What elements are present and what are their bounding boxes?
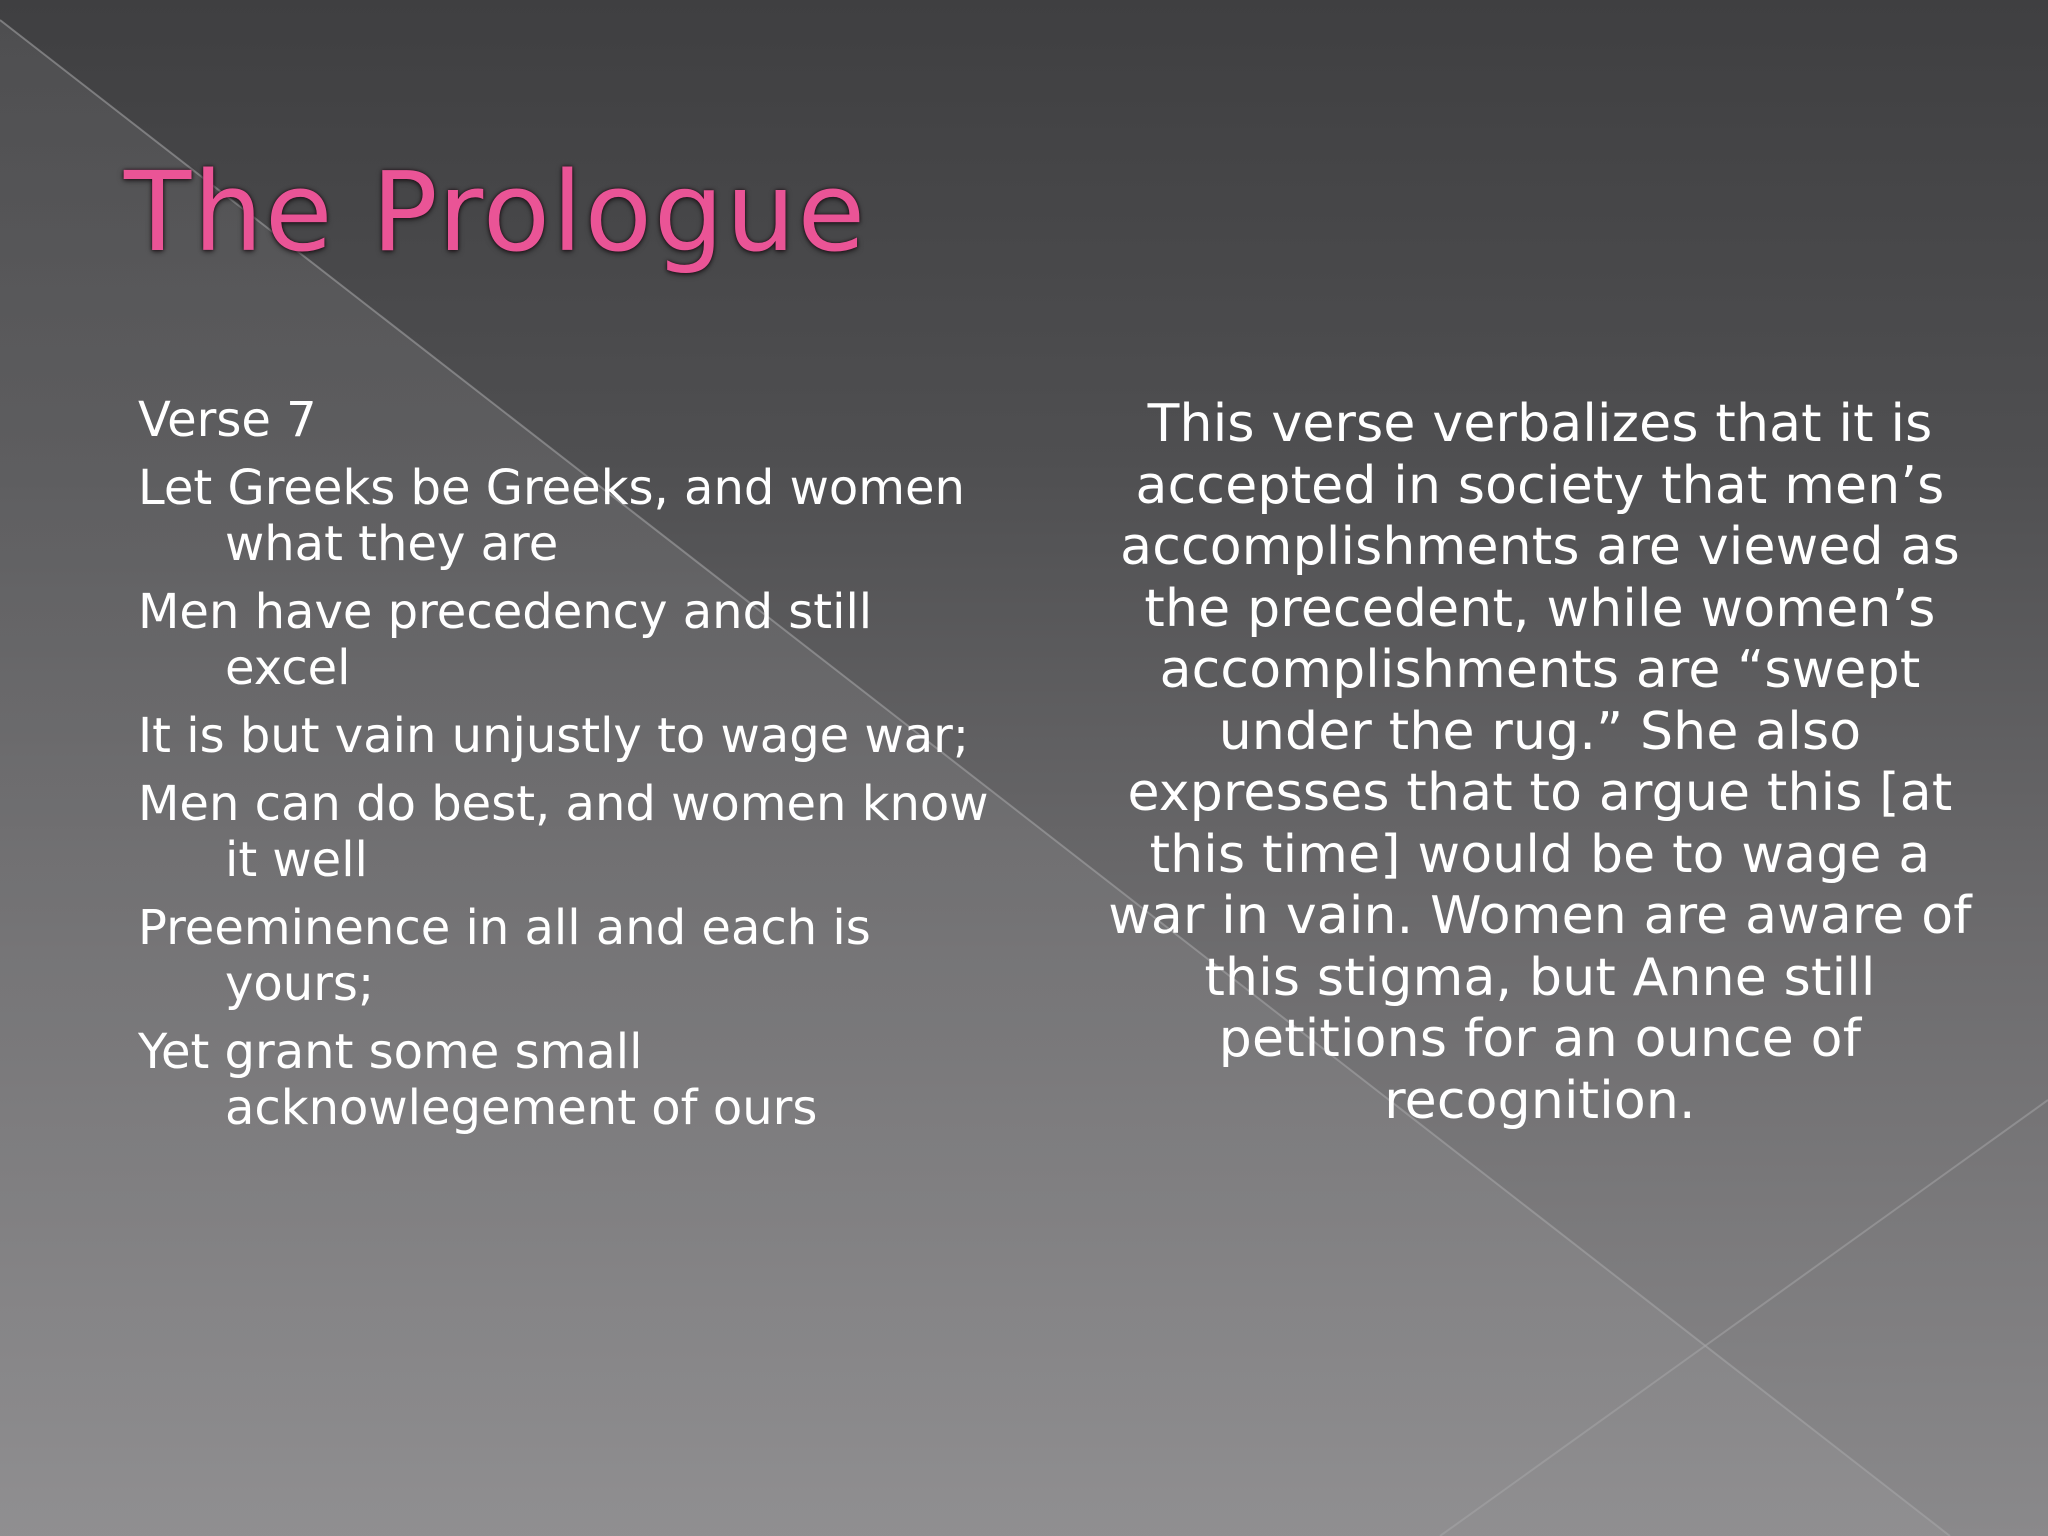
verse-line: Men can do best, and women know it well xyxy=(138,776,989,888)
verse-column xyxy=(138,392,1008,1148)
verse-line: Let Greeks be Greeks, and women what they are xyxy=(138,460,965,572)
verse-heading: Verse 7 xyxy=(138,392,317,448)
verse-line: Men have precedency and still excel xyxy=(138,584,873,696)
verse-line: Yet grant some small acknowlegement of ours xyxy=(138,1024,818,1136)
verse-line: It is but vain unjustly to wage war; xyxy=(138,708,970,764)
commentary-text: This verse verbalizes that it is accepted in society that men’s accomplishments are viewed as the precedent, while women’s accomplishments are “swept under the rug.” She also expresses that to argue this [at this time] would be to wage a war in vain. Women are aware of this stigma, but Anne still petitions for an ounce of recognition. xyxy=(1108,394,1972,1131)
slide-title: The Prologue xyxy=(124,148,868,276)
verse-line: Preeminence in all and each is yours; xyxy=(138,900,871,1012)
